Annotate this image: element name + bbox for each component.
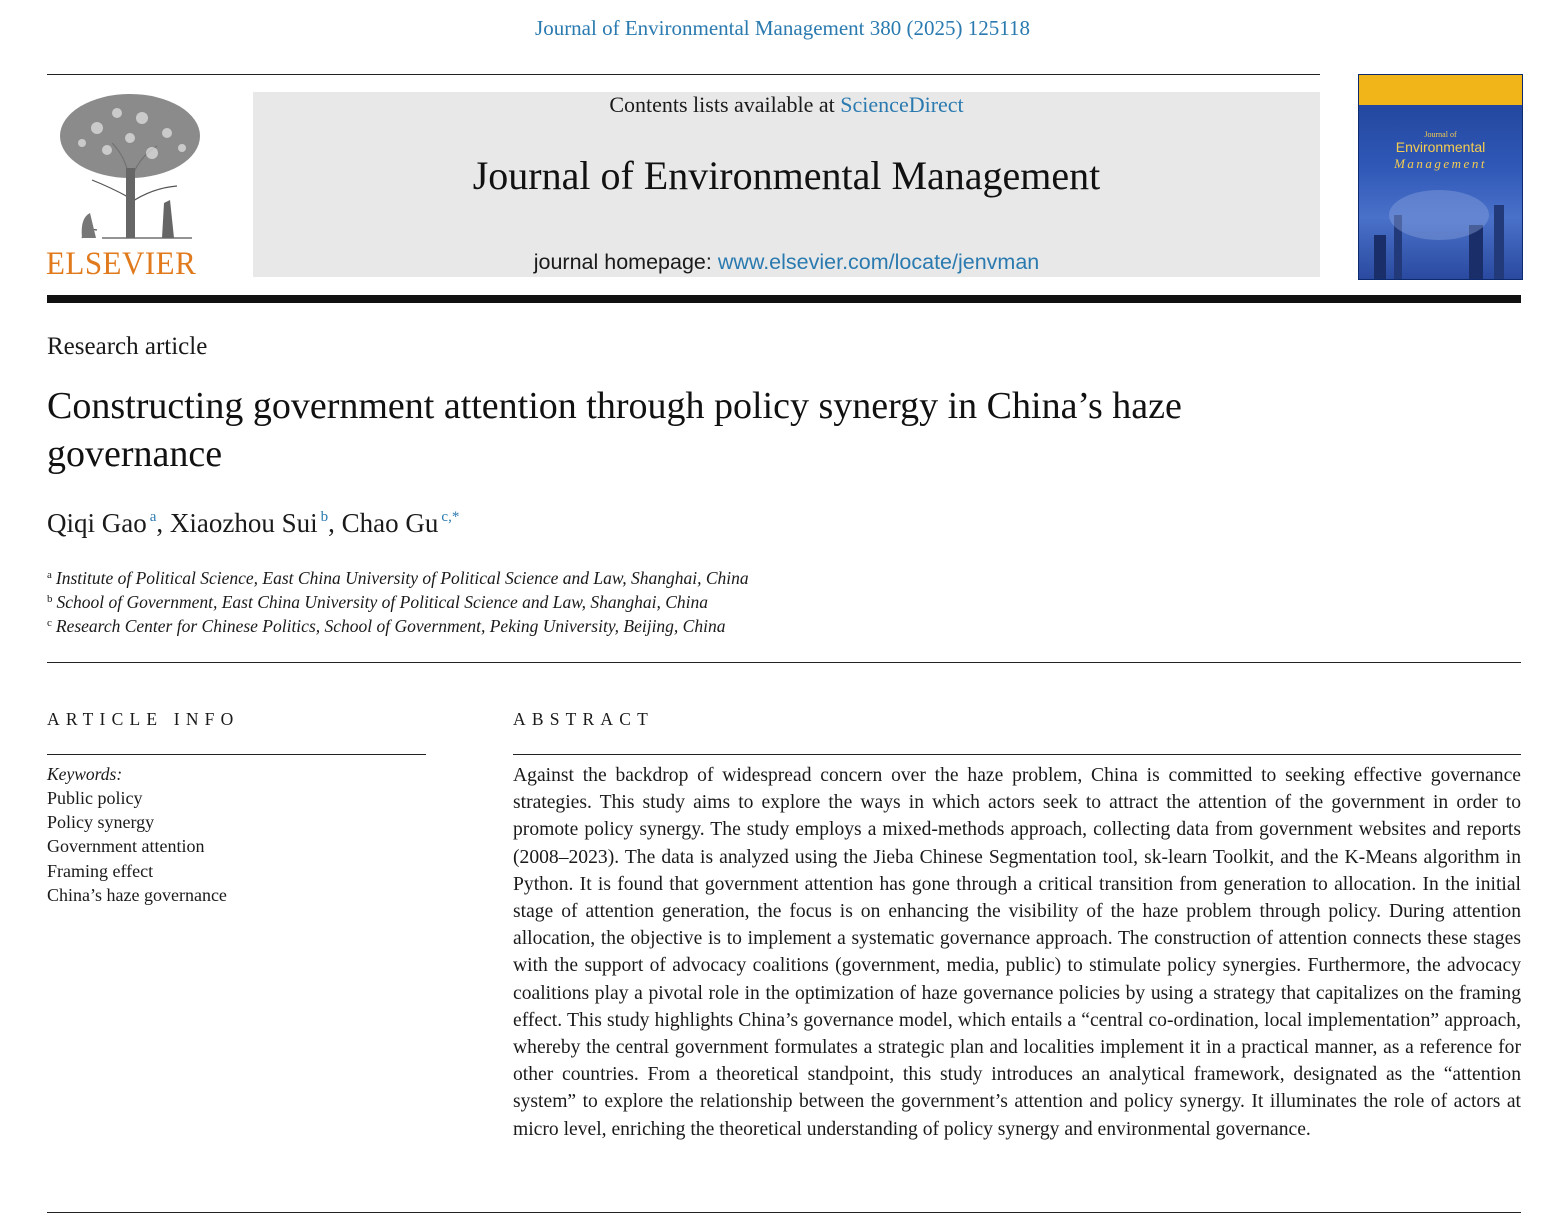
keyword-item: China’s haze governance xyxy=(47,884,227,905)
keywords-list xyxy=(47,786,227,907)
abstract-heading: ABSTRACT xyxy=(513,709,655,729)
journal-cover-image xyxy=(1358,74,1523,280)
affiliation-text: Research Center for Chinese Politics, School of Government, Peking University, Beijing, China xyxy=(55,616,726,636)
author-name[interactable]: Chao Gu xyxy=(341,508,439,538)
affiliation xyxy=(47,568,749,589)
elsevier-wordmark: ELSEVIER xyxy=(46,246,197,282)
cover-top-band xyxy=(1359,75,1522,105)
homepage-prefix: journal homepage: xyxy=(533,250,718,274)
journal-title: Journal of Environmental Management xyxy=(472,153,1101,198)
sciencedirect-link[interactable]: ScienceDirect xyxy=(840,92,964,117)
author-name[interactable]: Xiaozhou Sui xyxy=(169,508,318,538)
article-type-label: Research article xyxy=(47,333,208,360)
abstract-body: Against the backdrop of widespread concern over the haze problem, China is committed to seeking effective governance strategies. This study aims to explore the ways in which actors seek to attract the attention of the government in order to promote policy synergy. The study employs a mixed-methods approach, collecting data from government websites and reports (2008–2023). The data is analyzed using the Jieba Chinese Segmentation tool, sk-learn Toolkit, and the K-Means algorithm in Python. It is found that government attention has gone through a critical transition from generation to allocation. In the initial stage of attention generation, the focus is on enhancing the visibility of the haze problem through policy. During attention allocation, the objective is to implement a systematic governance approach. The construction of attention connects these stages with the support of advocacy coalitions (government, media, public) to stimulate policy synergies. Furthermore, the advocacy coalitions play a pivotal role in the optimization of haze governance policies by using a strategy that capitalizes on the framing effect. This study highlights China’s governance model, which entails a “central co-ordination, local implementation” approach, whereby the central government formulates a strategic plan and localities implement it in a practical manner, as a reference for other countries. From a theoretical standpoint, this study introduces an analytical framework, designated as the “attention system” to explore the relationship between the government’s attention and policy synergy. It illuminates the role of actors at micro level, enriching the theoretical understanding of policy synergy and environmental governance. xyxy=(513,765,1521,1140)
cover-title-line2: Management xyxy=(1394,156,1487,171)
keyword-item: Framing effect xyxy=(47,860,154,881)
affiliation-label: c xyxy=(47,617,52,629)
author-list: Qiqi Gao $^a$, Xiaozhou Sui $^b$, Chao Gu $^{c,*}$ xyxy=(47,508,460,538)
masthead-thick-divider xyxy=(47,295,1521,303)
bottom-divider xyxy=(47,1212,1521,1213)
section-divider xyxy=(47,662,1521,663)
abstract-divider xyxy=(513,754,1521,755)
affiliation xyxy=(47,616,725,637)
affiliation xyxy=(47,592,708,613)
cover-small-text: Journal of xyxy=(1424,130,1457,139)
keyword-item: Policy synergy xyxy=(47,812,155,833)
top-divider xyxy=(47,74,1320,75)
keyword-item: Government attention xyxy=(47,836,205,857)
author-affiliation-ref[interactable]: a xyxy=(149,509,157,525)
affiliation-label: a xyxy=(47,569,52,581)
journal-homepage-line xyxy=(253,250,1320,275)
journal-masthead xyxy=(253,92,1320,277)
author-affiliation-ref[interactable]: c,* xyxy=(441,509,460,525)
affiliation-label: b xyxy=(47,593,53,605)
affiliation-text: Institute of Political Science, East China University of Political Science and Law, Shanghai, China xyxy=(55,568,749,588)
article-info-heading: ARTICLE INFO xyxy=(47,709,240,729)
journal-citation-link[interactable]: Journal of Environmental Management 380 (2025) 125118 xyxy=(535,16,1030,40)
contents-availability-line xyxy=(253,92,1320,118)
affiliation-text: School of Government, East China University of Political Science and Law, Shanghai, China xyxy=(56,592,708,612)
author-name[interactable]: Qiqi Gao xyxy=(47,508,147,538)
cover-title-line1: Environmental xyxy=(1395,139,1486,155)
contents-prefix: Contents lists available at xyxy=(609,92,841,117)
author-affiliation-ref[interactable]: b xyxy=(320,509,329,525)
cover-skyline-icon xyxy=(1359,175,1522,279)
journal-homepage-link[interactable]: www.elsevier.com/locate/jenvman xyxy=(717,250,1040,274)
article-title: Constructing government attention through policy synergy in China’s haze governance xyxy=(47,385,1182,475)
article-info-divider xyxy=(47,754,426,755)
keyword-item: Public policy xyxy=(47,788,143,808)
keywords-label: Keywords: xyxy=(47,764,123,784)
